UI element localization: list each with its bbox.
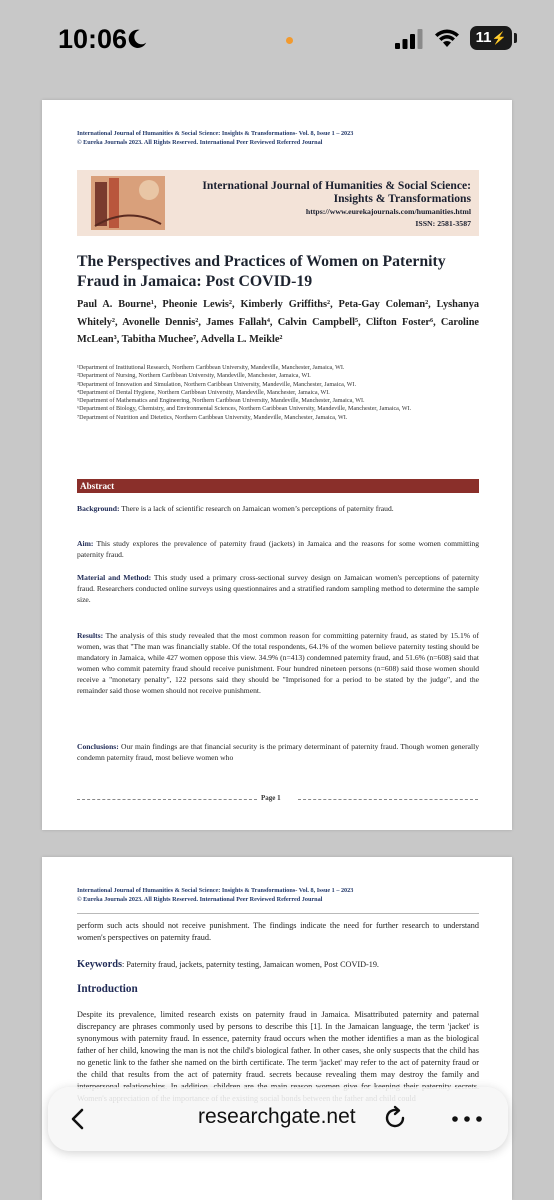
keywords-text: : Paternity fraud, jackets, paternity testing, Jamaican women, Post COVID-19. — [122, 960, 379, 969]
aim-text: This study explores the prevalence of paternity fraud (jackets) in Jamaica and the reasons for some women committing paternity fraud. — [77, 539, 479, 559]
aim-label: Aim: — [77, 539, 94, 548]
abstract-conclusions — [77, 741, 479, 763]
url-text[interactable]: researchgate.net — [198, 1105, 356, 1128]
keywords-label: Keywords — [77, 959, 123, 970]
method-text: This study used a primary cross-sectional survey design on Jamaican women's perceptions of paternity fraud. Researchers conducted online surveys using questionnaires and a stratified random sampling method to determine the sample size. — [77, 573, 479, 604]
status-time: 10:06 — [58, 24, 128, 54]
footer-divider-right — [298, 799, 478, 800]
journal-running-header — [77, 130, 487, 147]
status-bar — [0, 0, 554, 80]
affiliation-line: ³Department of Innovation and Simulation, Northern Caribbean University, Mandeville, Manchester, Jamaica, WI. — [77, 381, 357, 388]
conclusions-label: Conclusions: — [77, 742, 119, 751]
journal-banner — [77, 170, 479, 236]
abstract-heading: Abstract — [77, 479, 479, 493]
moon-icon — [126, 28, 148, 50]
header-line-2: © Eureka Journals 2023. All Rights Reserved. International Peer Reviewed Referred Journal — [77, 895, 323, 903]
abstract-background — [77, 503, 479, 514]
more-options-icon[interactable] — [452, 1116, 482, 1122]
affiliations — [77, 364, 479, 422]
reload-icon[interactable] — [382, 1105, 408, 1131]
method-label: Material and Method: — [77, 573, 152, 582]
back-chevron-icon[interactable] — [66, 1107, 90, 1131]
affiliation-line: ⁷Department of Nutrition and Dietetics, Northern Caribbean University, Mandeville, Manchester, Jamaica, WI. — [77, 414, 348, 421]
results-label: Results: — [77, 631, 104, 640]
author-list: Paul A. Bourne¹, Pheonie Lewis², Kimberly Griffiths², Peta-Gay Coleman², Lyshanya Whitely², Avonelle Dennis², James Fallah⁴, Calvin Campbell⁵, Clifton Foster⁶, Caroline McLean³, Tabitha Muchee⁷, Advella L. Meikle² — [77, 299, 479, 345]
background-text: There is a lack of scientific research on Jamaican women’s perceptions of paternity fraud. — [119, 504, 394, 513]
abstract-aim — [77, 538, 479, 560]
header-line-1: International Journal of Humanities & Social Science: Insights & Transformations- Vol. 8, Issue 1 – 2023 — [77, 887, 354, 894]
battery-nub — [514, 33, 517, 43]
header-line-1: International Journal of Humanities & Social Science: Insights & Transformations- Vol. 8, Issue 1 – 2023 — [77, 130, 354, 137]
eureka-journals-logo — [91, 176, 165, 230]
banner-title: International Journal of Humanities & Social Science: Insights & Transformations — [202, 179, 471, 205]
battery-level: 11 — [475, 29, 492, 46]
conclusions-text: Our main findings are that financial security is the primary determinant of paternity fraud. Though women generally condemn paternity fraud, most believe women who — [77, 742, 479, 762]
affiliation-line: ⁴Department of Dental Hygiene, Northern Caribbean University, Mandeville, Manchester, Jamaica, WI. — [77, 389, 330, 396]
pdf-page-1[interactable] — [42, 100, 512, 830]
browser-url-bar[interactable] — [48, 1087, 508, 1151]
abstract-results — [77, 630, 479, 696]
journal-running-header — [77, 887, 487, 904]
affiliation-line: ⁶Department of Biology, Chemistry, and Environmental Sciences, Northern Caribbean University, Mandeville, Manchester, Jamaica, WI. — [77, 406, 412, 413]
results-text: The analysis of this study revealed that the most common reason for committing paternity fraud, as stated by 15.1% of women, was that "The man was financially stable. Of the total respondents, 64.1% of the women believe paternity testing should be mandatory in Jamaica, while 427 women oppose this view. 34.9% (n=413) condemned paternity fraud, and 51.6% (n=608) said that women who commit paternity fraud should receive punishment. Four hundred nineteen persons (n=608) said those women should receive a "monetary penalty", 122 persons said they should be "Imprisoned for a period to be stated by the judge", and the remainder said those women should not receive punishment. — [77, 631, 479, 695]
header-line-2: © Eureka Journals 2023. All Rights Reserved. International Peer Reviewed Referred Journal — [77, 138, 323, 146]
banner-issn: ISSN: 2581-3587 — [415, 219, 471, 228]
introduction-text: Despite its prevalence, limited research exists on paternity fraud in Jamaica. Misattributed paternity and paternal discrepancy are phrases commonly used by persons to describe this [1]. In the Jamaican language, the term 'jacket' is synonymous with paternity fraud. In essence, paternity fraud occurs when the mother identifies a man as the biological father of her child, knowing the man is not the child's biological father. In other cases, she only suspects that the child has no genetic link to the father she named on the birth certificate. The term 'jacket' may refer to the act of paternity fraud or the child that results from the act of paternity fraud. secrets because revealing them may destroy the family and — [77, 1010, 479, 1079]
abstract-method — [77, 572, 479, 605]
affiliation-line: ¹Department of Institutional Research, Northern Caribbean University, Mandeville, Manchester, Jamaica, WI. — [77, 365, 345, 371]
footer-divider-left — [77, 799, 257, 800]
camera-indicator-icon — [286, 37, 293, 44]
introduction-heading: Introduction — [77, 983, 138, 995]
abstract-continuation: perform such acts should not receive punishment. The findings indicate the need for further research to understand women's perspectives on paternity fraud. — [77, 921, 479, 942]
page-number: Page 1 — [261, 794, 281, 802]
affiliation-line: ²Department of Nursing, Northern Caribbean University, Mandeville, Manchester, Jamaica, WI. — [77, 373, 311, 380]
battery-icon: 11⚡ — [470, 26, 512, 50]
paper-title: The Perspectives and Practices of Women on Paternity Fraud in Jamaica: Post COVID-19 — [77, 253, 446, 290]
banner-url[interactable]: https://www.eurekajournals.com/humanities.html — [305, 207, 471, 216]
keywords — [77, 959, 479, 971]
background-label: Background: — [77, 504, 120, 513]
wifi-icon — [434, 27, 460, 49]
affiliation-line: ⁵Department of Mathematics and Engineering, Northern Caribbean University, Mandeville, Manchester, Jamaica, WI. — [77, 398, 365, 405]
header-divider — [77, 913, 479, 914]
cellular-signal-icon — [395, 29, 423, 49]
